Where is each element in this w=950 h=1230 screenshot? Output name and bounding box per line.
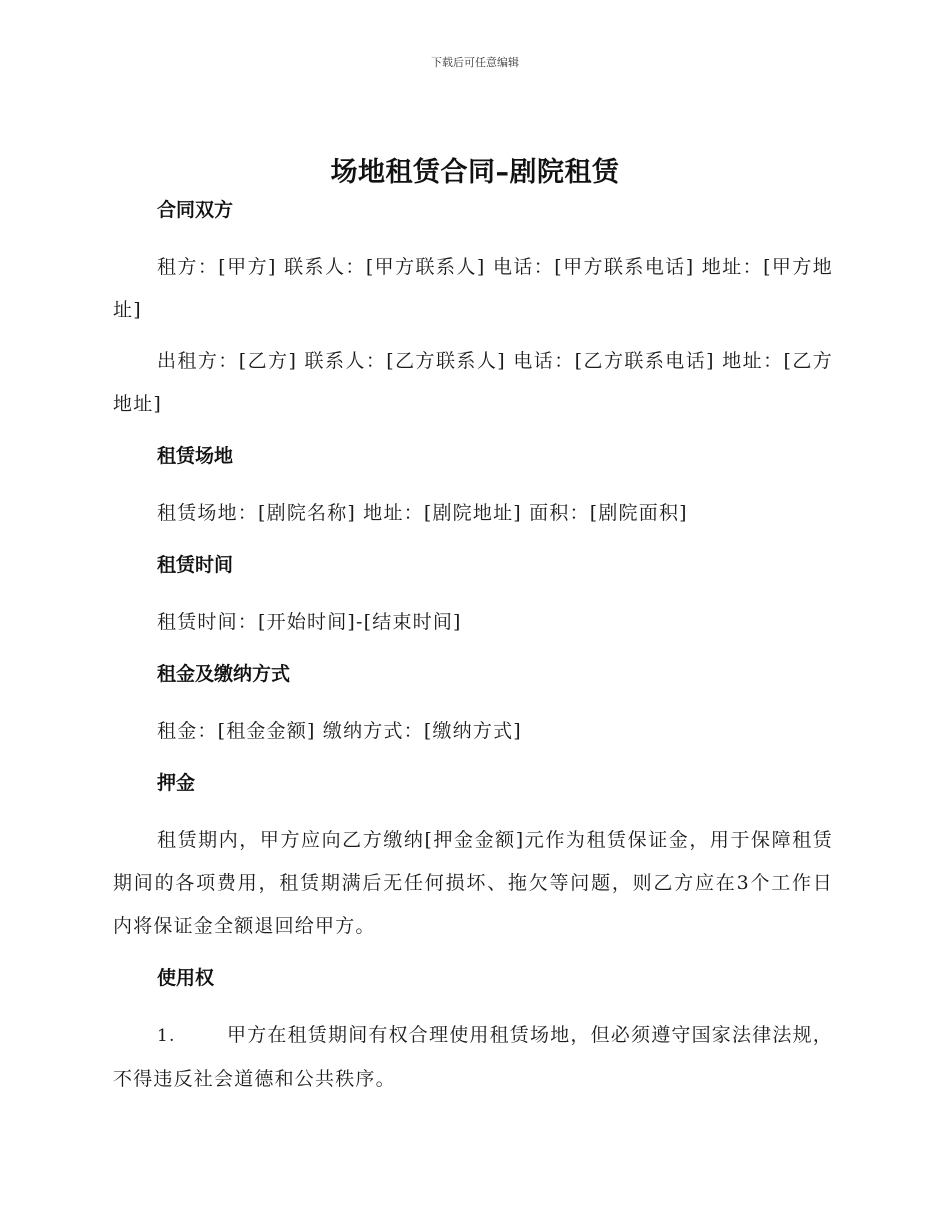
- section-heading: 合同双方: [157, 199, 234, 221]
- rent-paragraph: 租金：[租金金额] 缴纳方式：[缴纳方式]: [157, 720, 522, 742]
- lessee-paragraph: 租方：[甲方] 联系人：[甲方联系人] 电话：[甲方联系电话] 地址：[甲方地址]: [113, 256, 833, 321]
- list-item: [113, 1014, 833, 1101]
- section-heading: 押金: [157, 772, 196, 794]
- section-rent: [113, 658, 833, 753]
- deposit-paragraph: 租赁期内，甲方应向乙方缴纳[押金金额]元作为租赁保证金，用于保障租赁期间的各项费用，租赁期满后无任何损坏、拖欠等问题，则乙方应在3个工作日内将保证金全额退回给甲方。: [113, 829, 833, 937]
- document-body: [113, 194, 833, 1101]
- section-heading: 使用权: [157, 967, 215, 989]
- list-item-text: 甲方在租赁期间有权合理使用租赁场地，但必须遵守国家法律法规，不得违反社会道德和公共秩序。: [113, 1024, 834, 1090]
- section-venue: [113, 440, 833, 535]
- period-paragraph: 租赁时间：[开始时间]-[结束时间]: [157, 611, 462, 633]
- section-parties: [113, 194, 833, 426]
- header-note: 下载后可任意编辑: [431, 56, 519, 69]
- section-usage: [113, 962, 833, 1101]
- section-period: [113, 549, 833, 644]
- section-deposit: [113, 767, 833, 948]
- lessor-paragraph: 出租方：[乙方] 联系人：[乙方联系人] 电话：[乙方联系电话] 地址：[乙方地址]: [113, 350, 833, 415]
- section-heading: 租金及缴纳方式: [157, 663, 291, 685]
- section-heading: 租赁时间: [157, 554, 234, 576]
- venue-paragraph: 租赁场地：[剧院名称] 地址：[剧院地址] 面积：[剧院面积]: [157, 502, 688, 524]
- list-number: 1.: [157, 1026, 176, 1046]
- document-title: 场地租赁合同–剧院租赁: [330, 157, 620, 188]
- section-heading: 租赁场地: [157, 445, 234, 467]
